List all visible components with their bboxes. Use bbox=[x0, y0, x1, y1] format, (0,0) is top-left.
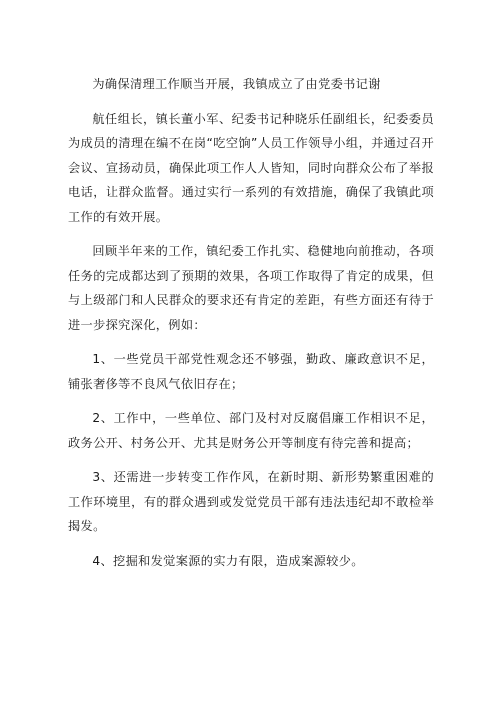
paragraph-2: 航任组长，镇长董小军、纪委书记种晓乐任副组长，纪委委员为成员的清理在编不在岗“吃空饷”人员工作领导小组，并通过召开会议、宣扬动员，确保此项工作人人皆知，同时向群众公布了举报电话，让群众监督。通过实行一系列的有效措施，确保了我镇此项工作的有效开展。 bbox=[68, 111, 434, 224]
document-body bbox=[68, 72, 434, 583]
paragraph-1: 为确保清理工作顺当开展，我镇成立了由党委书记谢 bbox=[92, 77, 381, 91]
paragraph-4: 1、一些党员干部党性观念还不够强，勤政、廉政意识不足，铺张奢侈等不良风气依旧存在； bbox=[68, 352, 434, 391]
paragraph-6: 3、还需进一步转变工作作风，在新时期、新形势繁重困难的工作环境里，有的群众遇到或发觉党员干部有违法违纪却不敢检举揭发。 bbox=[68, 470, 434, 533]
paragraph-3: 回顾半年来的工作，镇纪委工作扎实、稳健地向前推动，各项任务的完成都达到了预期的效果，各项工作取得了肯定的成果，但与上级部门和人民群众的要求还有肯定的差距，有些方面还有待于进一步探究深化，例如： bbox=[68, 244, 434, 332]
paragraph-7: 4、挖掘和发觉案源的实力有限，造成案源较少。 bbox=[92, 553, 364, 568]
paragraph-5: 2、工作中，一些单位、部门及村对反腐倡廉工作相识不足，政务公开、村务公开、尤其是财务公开等制度有待完善和提高； bbox=[68, 411, 434, 450]
